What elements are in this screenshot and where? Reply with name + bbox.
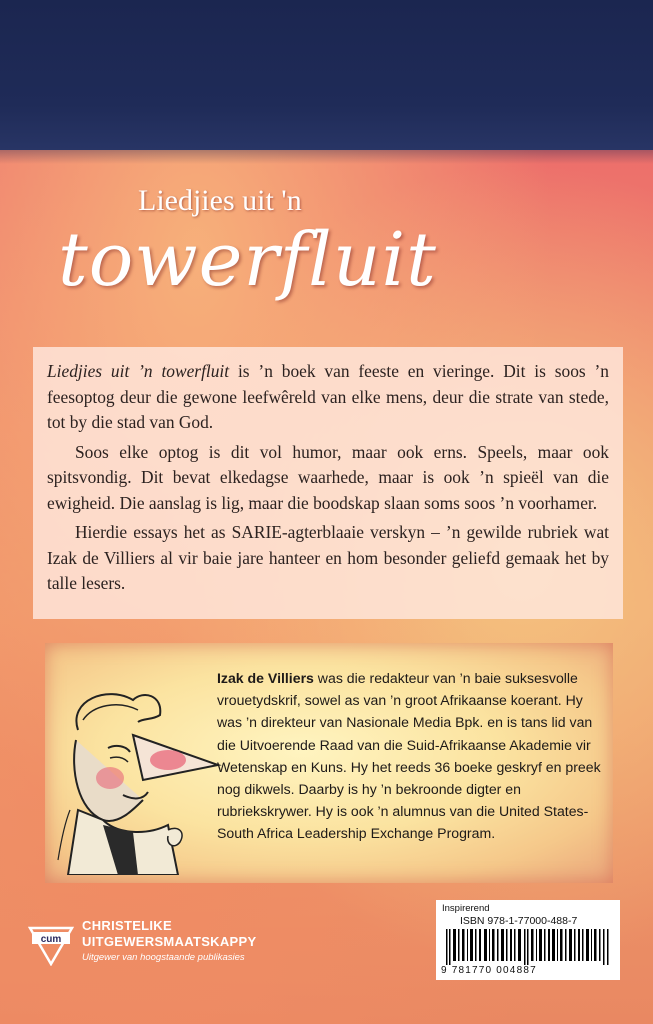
publisher-name-line-1: CHRISTELIKE <box>82 918 172 933</box>
isbn-box <box>436 900 620 980</box>
barcode-digits: 9 781770 004887 <box>441 965 537 976</box>
author-name: Izak de Villiers <box>217 670 314 686</box>
band-shadow <box>0 150 653 164</box>
blurb-paragraph-1 <box>47 359 609 436</box>
publisher-name-line-2: UITGEWERSMAATSKAPPY <box>82 934 257 949</box>
blurb-paragraph-1-text: is ’n boek van feeste en vieringe. Dit is soos ’n feesoptog deur die gewone leefwêreld van elke mens, deur die strate van stede, tot by die stad van God. <box>47 361 609 432</box>
author-bio-text: was die redakteur van ’n baie suksesvolle vrouetydskrif, sowel as van ’n groot Afrikaanse koerant. Hy was ’n direkteur van Nasionale Media Bpk. en is tans lid van die Uitvoerende Raad van die Suid-Afrikaanse Akademie vir Wetenskap en Kuns. Hy het reeds 36 boeke geskryf en preek nog dikwels. Daarby is hy ’n bekroonde digter en rubriekskrywer. Hy is ook ’n alumnus van die United States-South Africa Leadership Exchange Program. <box>217 670 601 842</box>
caricature-portrait-icon <box>48 660 223 875</box>
blurb-panel <box>33 347 623 619</box>
top-navy-band <box>0 0 653 150</box>
title-small-line: Liedjies uit 'n <box>138 184 302 217</box>
blurb-paragraph-3: Hierdie essays het as SARIE-agterblaaie verskyn – ’n gewilde rubriek wat Izak de Villiers al vir baie jare hanteer en hom besonder geliefd gemaak het by talle lesers. <box>47 522 609 593</box>
title-main: towerfluit <box>58 217 437 303</box>
book-title-inline: Liedjies uit ’n towerfluit <box>47 361 230 381</box>
blurb-paragraph-2: Soos elke optog is dit vol humor, maar ook erns. Speels, maar ook spitsvondig. Dit bevat elkedagse waarhede, maar is ook ’n spieël van die ewigheid. Die aanslag is lig, maar die boodskap slaan soms soos ’n voorhamer. <box>47 441 609 513</box>
publisher-name <box>82 918 322 950</box>
svg-text:cum: cum <box>40 934 62 945</box>
barcode-icon <box>444 929 614 965</box>
publisher-tagline: Uitgewer van hoogstaande publikasies <box>82 952 245 963</box>
isbn-number: ISBN 978-1-77000-488-7 <box>460 915 578 927</box>
author-bio <box>217 667 607 845</box>
cum-logo-icon <box>28 920 74 966</box>
genre-label: Inspirerend <box>442 903 490 914</box>
